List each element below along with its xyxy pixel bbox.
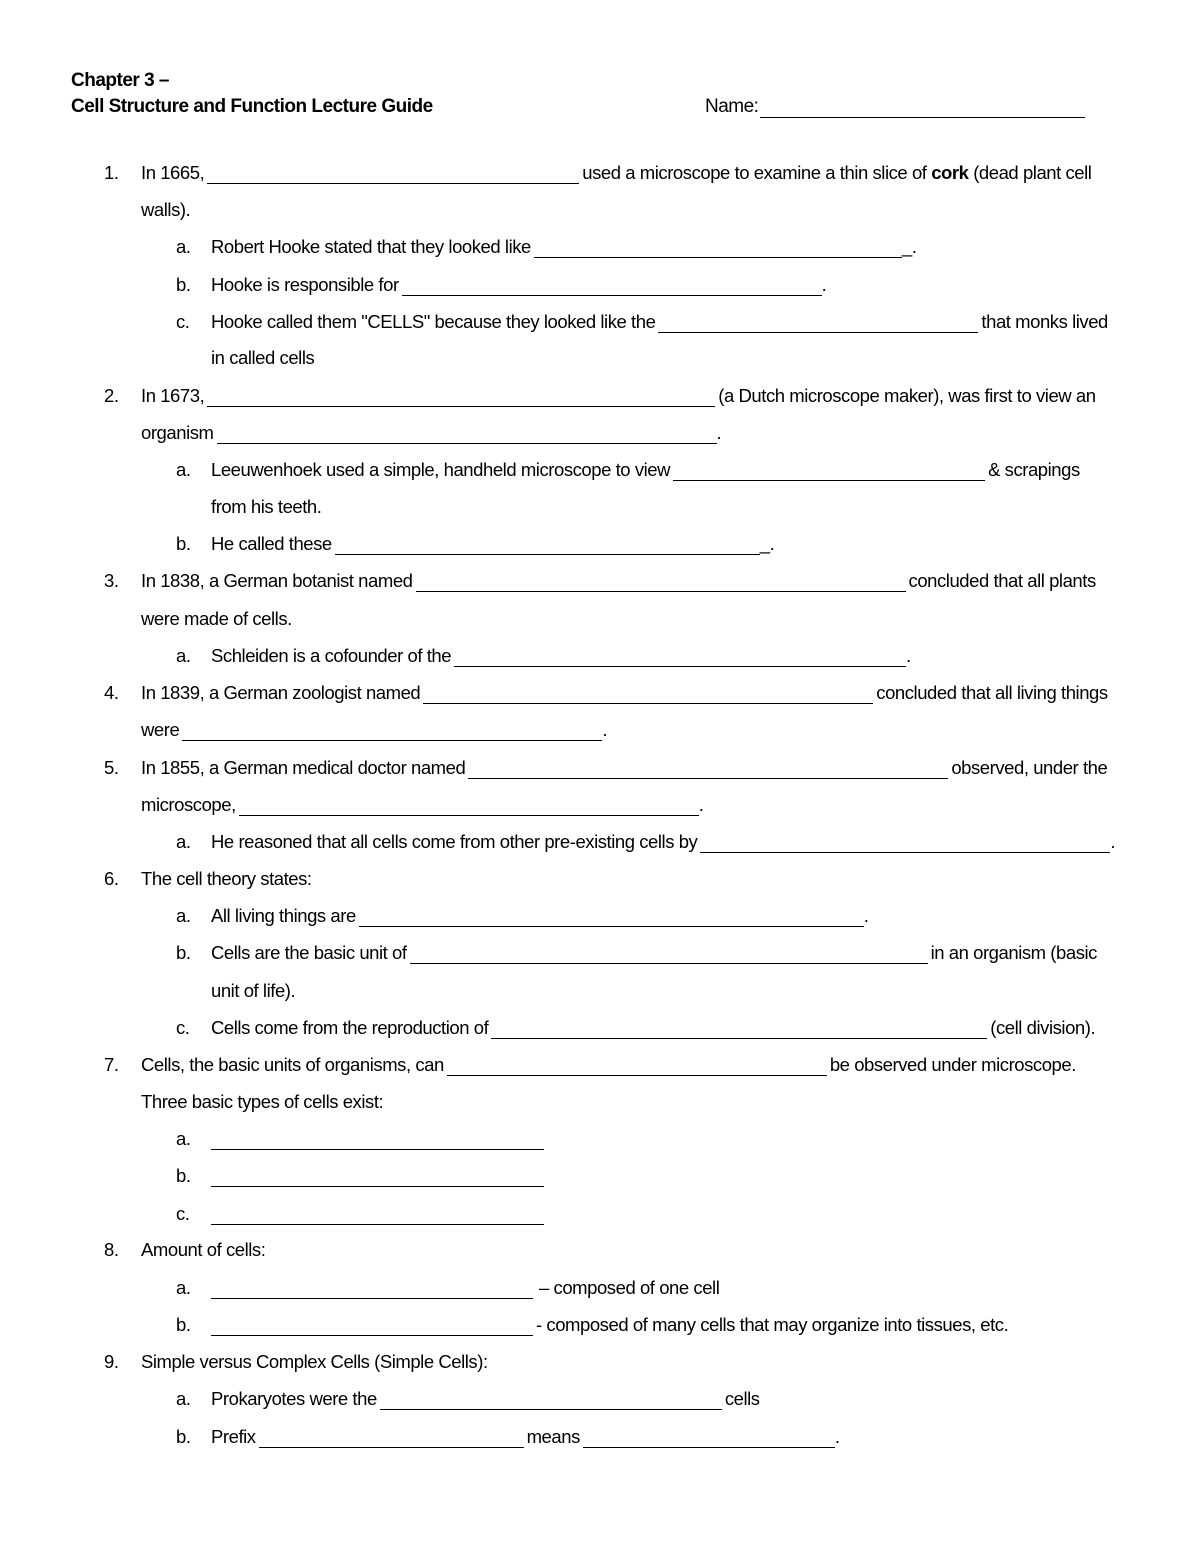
sub-letter: b.	[176, 1426, 191, 1447]
question-text: unit of life).	[211, 980, 296, 1001]
question-2-continued	[141, 418, 721, 444]
sub-letter: a.	[176, 1388, 191, 1409]
question-text: All living things are	[211, 905, 356, 926]
sub-letter: a.	[176, 831, 191, 852]
punctuation: .	[834, 1426, 840, 1447]
punctuation: _.	[759, 533, 775, 554]
question-text: observed, under the	[951, 757, 1108, 778]
question-text: that monks lived	[981, 311, 1108, 332]
question-text: Hooke is responsible for	[211, 274, 399, 295]
question-text: concluded that all plants	[908, 570, 1096, 591]
sub-letter: a.	[176, 1128, 191, 1149]
name-label: Name:	[705, 96, 759, 117]
answer-blank[interactable]	[211, 1129, 544, 1150]
punctuation: .	[1110, 831, 1116, 852]
question-text: in called cells	[211, 347, 315, 368]
question-text: In 1673,	[141, 385, 205, 406]
sub-letter: b.	[176, 533, 191, 554]
chapter-heading: Chapter 3 –	[71, 70, 169, 91]
sub-letter: a.	[176, 236, 191, 257]
question-text: In 1838, a German botanist named	[141, 570, 413, 591]
question-text: He reasoned that all cells come from other pre-existing cells by	[211, 831, 698, 852]
question-number: 6.	[104, 868, 119, 889]
answer-blank[interactable]	[211, 1204, 544, 1225]
question-6b-continued	[211, 976, 295, 1002]
answer-blank[interactable]	[335, 534, 760, 555]
page-title: Cell Structure and Function Lecture Guide	[71, 96, 433, 117]
question-2a-continued	[211, 492, 321, 518]
question-text: Three basic types of cells exist:	[141, 1091, 384, 1112]
answer-blank[interactable]	[491, 1018, 987, 1039]
answer-blank[interactable]	[217, 423, 717, 444]
question-text: Cells come from the reproduction of	[211, 1017, 489, 1038]
sub-letter: c.	[176, 1017, 190, 1038]
sub-letter: a.	[176, 459, 191, 480]
answer-blank[interactable]	[658, 312, 978, 333]
question-7-continued	[141, 1087, 383, 1113]
question-number: 5.	[104, 757, 119, 778]
question-number: 7.	[104, 1054, 119, 1075]
answer-blank[interactable]	[359, 906, 864, 927]
answer-blank[interactable]	[700, 832, 1110, 853]
question-text: organism	[141, 422, 214, 443]
question-text: Prokaryotes were the	[211, 1388, 377, 1409]
answer-blank[interactable]	[416, 571, 906, 592]
question-text: Simple versus Complex Cells (Simple Cells):	[141, 1351, 488, 1372]
question-text: – composed of one cell	[539, 1277, 720, 1298]
answer-blank[interactable]	[182, 720, 602, 741]
question-text: concluded that all living things	[876, 682, 1108, 703]
answer-blank[interactable]	[211, 1278, 533, 1299]
question-number: 3.	[104, 570, 119, 591]
question-number: 4.	[104, 682, 119, 703]
answer-blank[interactable]	[207, 386, 715, 407]
sub-letter: a.	[176, 905, 191, 926]
question-text: were	[141, 719, 180, 740]
punctuation: _.	[901, 236, 917, 257]
answer-blank[interactable]	[423, 683, 873, 704]
punctuation: .	[716, 422, 722, 443]
answer-blank[interactable]	[211, 1166, 544, 1187]
question-text: be observed under microscope.	[829, 1054, 1076, 1075]
question-text: were made of cells.	[141, 608, 292, 629]
question-text: (a Dutch microscope maker), was first to view an	[718, 385, 1096, 406]
question-number: 8.	[104, 1239, 119, 1260]
name-field	[705, 96, 1088, 118]
answer-blank[interactable]	[454, 646, 906, 667]
answer-blank[interactable]	[583, 1427, 835, 1448]
question-4-continued	[141, 715, 607, 741]
question-number: 9.	[104, 1351, 119, 1372]
question-1-continued	[141, 195, 190, 221]
question-text: used a microscope to examine a thin slice of	[582, 162, 927, 183]
question-number: 2.	[104, 385, 119, 406]
answer-blank[interactable]	[207, 163, 579, 184]
sub-letter: b.	[176, 1314, 191, 1335]
question-text: in an organism (basic	[930, 942, 1097, 963]
sub-letter: a.	[176, 1277, 191, 1298]
question-text: Robert Hooke stated that they looked like	[211, 236, 531, 257]
punctuation: .	[602, 719, 608, 740]
sub-letter: c.	[176, 1203, 190, 1224]
question-text: Cells, the basic units of organisms, can	[141, 1054, 444, 1075]
sub-letter: b.	[176, 274, 191, 295]
punctuation: .	[906, 645, 911, 666]
question-text: Amount of cells:	[141, 1239, 266, 1260]
question-5-continued	[141, 790, 703, 816]
answer-blank[interactable]	[239, 795, 699, 816]
question-text: cells	[724, 1388, 760, 1409]
question-text: walls).	[141, 199, 191, 220]
question-number: 1.	[104, 162, 119, 183]
answer-blank[interactable]	[447, 1055, 827, 1076]
answer-blank[interactable]	[534, 237, 902, 258]
sub-letter: c.	[176, 311, 190, 332]
question-text: Prefix	[211, 1426, 256, 1447]
question-text: He called these	[211, 533, 332, 554]
sub-letter: b.	[176, 1165, 191, 1186]
question-text: Schleiden is a cofounder of the	[211, 645, 452, 666]
question-text: means	[526, 1426, 580, 1447]
bold-term: cork	[931, 162, 969, 183]
question-text: microscope,	[141, 794, 236, 815]
answer-blank[interactable]	[468, 758, 948, 779]
punctuation: .	[863, 905, 869, 926]
name-blank[interactable]	[760, 97, 1085, 118]
question-text: In 1665,	[141, 162, 205, 183]
answer-blank[interactable]	[402, 275, 822, 296]
question-text: (cell division).	[990, 1017, 1096, 1038]
question-1c-continued	[211, 343, 314, 369]
answer-blank[interactable]	[380, 1389, 722, 1410]
answer-blank[interactable]	[410, 943, 928, 964]
punctuation: .	[698, 794, 704, 815]
question-3-continued	[141, 604, 292, 630]
question-text: Cells are the basic unit of	[211, 942, 407, 963]
question-text: & scrapings	[988, 459, 1080, 480]
answer-blank[interactable]	[673, 460, 985, 481]
sub-letter: b.	[176, 942, 191, 963]
sub-letter: a.	[176, 645, 191, 666]
question-text: (dead plant cell	[973, 162, 1092, 183]
answer-blank[interactable]	[259, 1427, 524, 1448]
question-text: from his teeth.	[211, 496, 322, 517]
punctuation: .	[821, 274, 827, 295]
answer-blank[interactable]	[211, 1315, 533, 1336]
question-text: - composed of many cells that may organize into tissues, etc.	[536, 1314, 1009, 1335]
question-text: The cell theory states:	[141, 868, 312, 889]
question-text: In 1839, a German zoologist named	[141, 682, 421, 703]
question-text: Leeuwenhoek used a simple, handheld microscope to view	[211, 459, 671, 480]
question-text: Hooke called them "CELLS" because they looked like the	[211, 311, 656, 332]
question-text: In 1855, a German medical doctor named	[141, 757, 466, 778]
